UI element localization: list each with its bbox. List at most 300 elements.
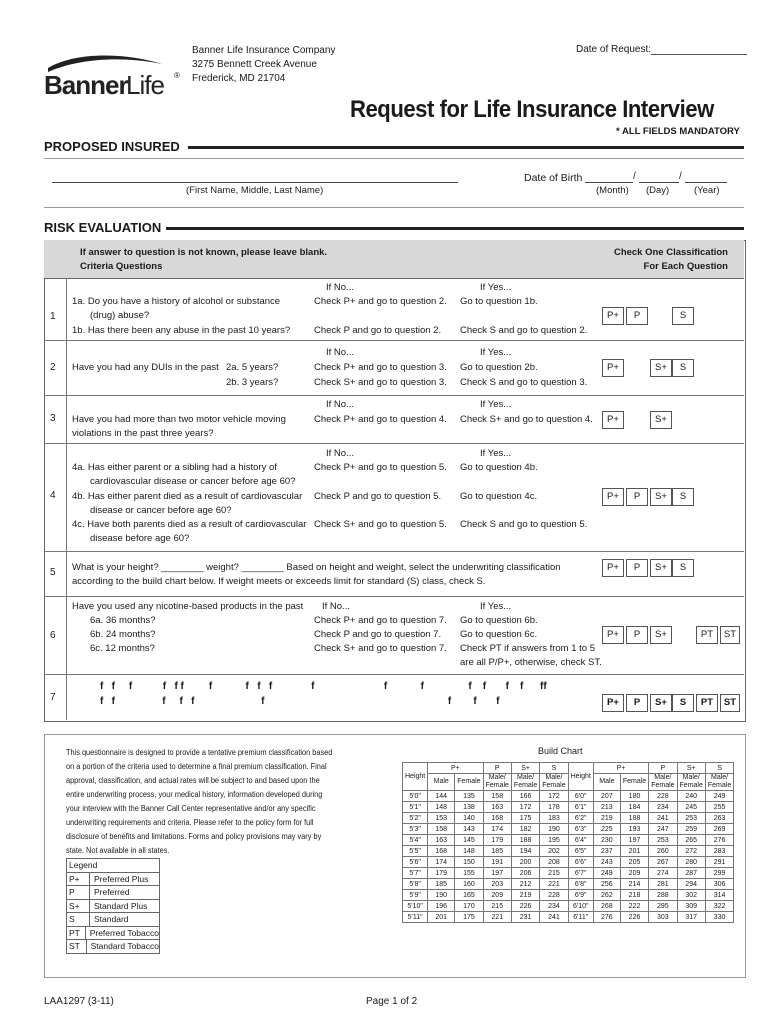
build-chart-row: [403, 912, 734, 923]
build-chart-cell: 200: [511, 857, 539, 868]
q4a-text-2: cardiovascular disease or cancer before age 60?: [90, 476, 296, 487]
build-chart-title: Build Chart: [538, 746, 583, 756]
build-chart-cell: 193: [620, 824, 648, 835]
build-chart-cell: 243: [593, 857, 620, 868]
build-chart-cell: 175: [511, 813, 539, 824]
section-rule: [166, 227, 744, 230]
q4b-no: Check P and go to question 5.: [314, 491, 442, 502]
q6b-text: 6b. 24 months?: [90, 629, 156, 640]
build-chart-cell: 194: [511, 846, 539, 857]
q5-checkbox-p-plus[interactable]: P+: [602, 559, 624, 577]
build-chart-cell: 180: [620, 791, 648, 802]
q3-checkbox-p-plus[interactable]: P+: [602, 411, 624, 429]
build-chart-cell: 256: [593, 879, 620, 890]
build-chart-cell: 231: [511, 912, 539, 923]
build-chart-cell: 262: [593, 890, 620, 901]
q7-checkbox-p-plus[interactable]: P+: [602, 694, 624, 712]
date-of-request-field[interactable]: [651, 44, 747, 55]
build-chart-cell: 221: [483, 912, 511, 923]
q7-checkbox-pt[interactable]: PT: [696, 694, 718, 712]
question-number-3: 3: [50, 413, 56, 424]
legend-row: [67, 885, 159, 899]
if-no-label: If No...: [326, 399, 354, 410]
build-chart-cell: 287: [677, 868, 705, 879]
company-city: Frederick, MD 21704: [192, 73, 286, 84]
q1-checkbox-s[interactable]: S: [672, 307, 694, 325]
q1a-text-2: (drug) abuse?: [90, 310, 150, 321]
legend-row: [67, 899, 159, 913]
if-yes-label: If Yes...: [480, 601, 512, 612]
q4-checkbox-s[interactable]: S: [672, 488, 694, 506]
build-chart-cell: 302: [677, 890, 705, 901]
build-chart-row: [403, 890, 734, 901]
build-subheader-cell: Male/ Female: [677, 774, 705, 791]
q4b-yes: Go to question 4c.: [460, 491, 538, 502]
build-subheader-cell: Female: [455, 774, 483, 791]
build-chart-cell: 144: [428, 791, 455, 802]
question-number-2: 2: [50, 362, 56, 373]
dob-sep-1: /: [633, 171, 636, 182]
build-chart-cell: 255: [705, 802, 733, 813]
q6-checkbox-st[interactable]: ST: [720, 626, 740, 644]
dob-label: Date of Birth: [524, 172, 583, 184]
build-chart-cell: 208: [540, 857, 568, 868]
build-subheader-cell: Male: [428, 774, 455, 791]
q4c-no: Check S+ and go to question 5.: [314, 519, 447, 530]
row-divider: [44, 395, 744, 396]
q5-text: What is your height? ________ weight? ________ Based on height and weight, select the underwriting classification: [72, 562, 561, 573]
build-chart-cell: 135: [455, 791, 483, 802]
build-chart-cell: 5'7": [403, 868, 428, 879]
q6a-text: 6a. 36 months?: [90, 615, 156, 626]
build-chart-cell: 197: [483, 868, 511, 879]
company-street: 3275 Bennett Creek Avenue: [192, 59, 317, 70]
q1b-text: 1b. Has there been any abuse in the past 10 years?: [72, 325, 291, 336]
proposed-insured-heading: PROPOSED INSURED: [44, 139, 180, 154]
legend-value: Standard Plus: [94, 900, 148, 911]
build-chart-cell: 260: [649, 846, 677, 857]
dob-month-field[interactable]: [585, 182, 633, 183]
build-header-cell: S: [705, 763, 733, 774]
q2b-no: Check S+ and go to question 3.: [314, 377, 447, 388]
build-chart-cell: 188: [511, 835, 539, 846]
build-chart-row: [403, 857, 734, 868]
build-chart-cell: 6'5": [568, 846, 593, 857]
build-chart-cell: 179: [428, 868, 455, 879]
build-subheader-cell: Male/ Female: [540, 774, 568, 791]
build-chart-cell: 213: [593, 802, 620, 813]
build-chart-cell: 6'9": [568, 890, 593, 901]
build-chart-cell: 5'5": [403, 846, 428, 857]
build-chart-cell: 314: [705, 890, 733, 901]
dob-day-field[interactable]: [639, 182, 679, 183]
q4b-text-2: disease or cancer before age 60?: [90, 505, 232, 516]
build-chart-cell: 6'6": [568, 857, 593, 868]
q1-checkbox-p-plus[interactable]: P+: [602, 307, 624, 325]
legend-value: Preferred: [94, 887, 130, 897]
legend-title: Legend: [69, 860, 98, 870]
build-chart-cell: 205: [620, 857, 648, 868]
legend-key: S: [67, 913, 90, 926]
q6c-no: Check S+ and go to question 7.: [314, 643, 447, 654]
q7-checkbox-s[interactable]: S: [672, 694, 694, 712]
build-chart-cell: 226: [620, 912, 648, 923]
build-chart-cell: 280: [677, 857, 705, 868]
q4c-yes: Check S and go to question 5.: [460, 519, 588, 530]
build-chart-cell: 6'1": [568, 802, 593, 813]
build-chart-cell: 5'9": [403, 890, 428, 901]
build-chart-cell: 158: [428, 824, 455, 835]
if-no-label: If No...: [326, 282, 354, 293]
q6-checkbox-p[interactable]: P: [626, 626, 648, 644]
build-chart-cell: 182: [511, 824, 539, 835]
section-rule: [188, 146, 744, 149]
build-chart-cell: 265: [677, 835, 705, 846]
q7-text-2: f f f f f f f f f: [100, 696, 500, 707]
if-yes-label: If Yes...: [480, 448, 512, 459]
build-chart-cell: 240: [677, 791, 705, 802]
build-chart-row: [403, 802, 734, 813]
build-chart-cell: 158: [483, 791, 511, 802]
build-chart-cell: 226: [511, 901, 539, 912]
build-chart-cell: 184: [620, 802, 648, 813]
build-chart-cell: 209: [620, 868, 648, 879]
q6c-yes-2: are all P/P+, otherwise, check ST.: [460, 657, 602, 668]
build-chart-cell: 174: [483, 824, 511, 835]
build-chart-row: [403, 846, 734, 857]
build-chart-cell: 5'6": [403, 857, 428, 868]
q1a-text: 1a. Do you have a history of alcohol or substance: [72, 296, 281, 307]
build-chart-cell: 253: [649, 835, 677, 846]
company-address: [192, 44, 335, 86]
build-chart-cell: 207: [593, 791, 620, 802]
q2-checkbox-s-plus[interactable]: S+: [650, 359, 672, 377]
build-chart-cell: 283: [705, 846, 733, 857]
build-chart-cell: 253: [677, 813, 705, 824]
disclaimer-text: This questionnaire is designed to provide a tentative premium classification based on a portion of the criteria used to determine a final premium classification. Final approval, classification, and actual rates will be subject to and based upon the entire underwriting process, your medical history, information developed during your interview with the Banner Call Center representative and/or any specific underwriting requirements and criteria. Please refer to the policy form for full disclosure of benefits and limitations. Forms and policy provisions may vary by state. Not available in all states.: [66, 748, 333, 855]
build-chart-cell: 247: [649, 824, 677, 835]
q5-text-2: according to the build chart below. If weight meets or exceeds limit for standard (S) class, check S.: [72, 576, 486, 587]
banner-life-logo: [44, 50, 184, 100]
build-chart-table: [402, 762, 734, 923]
build-chart-cell: 6'2": [568, 813, 593, 824]
build-chart-cell: 6'10": [568, 901, 593, 912]
page-number: Page 1 of 2: [366, 996, 418, 1007]
build-chart-cell: 175: [455, 912, 483, 923]
if-no-label: If No...: [326, 347, 354, 358]
legend-row: [67, 939, 159, 953]
build-chart-cell: 191: [483, 857, 511, 868]
build-chart-cell: 172: [540, 791, 568, 802]
build-header-cell: Height: [568, 763, 593, 791]
q4a-yes: Go to question 4b.: [460, 462, 538, 473]
q6-checkbox-s-plus[interactable]: S+: [650, 626, 672, 644]
build-header-cell: P: [483, 763, 511, 774]
q1-checkbox-p[interactable]: P: [626, 307, 648, 325]
q5-checkbox-s[interactable]: S: [672, 559, 694, 577]
q3-no: Check P+ and go to question 4.: [314, 414, 447, 425]
build-chart-cell: 249: [593, 868, 620, 879]
risk-table-header: [44, 240, 744, 279]
build-chart-cell: 215: [540, 868, 568, 879]
build-header-row: [403, 763, 734, 774]
q6a-no: Check P+ and go to question 7.: [314, 615, 447, 626]
build-chart-cell: 219: [511, 890, 539, 901]
build-chart-cell: 219: [593, 813, 620, 824]
logo-registered-mark: ®: [174, 71, 180, 80]
legend-key: ST: [67, 940, 87, 953]
dob-month-caption: (Month): [596, 185, 629, 196]
build-chart-cell: 201: [620, 846, 648, 857]
q4-checkbox-p-plus[interactable]: P+: [602, 488, 624, 506]
if-no-label: If No...: [322, 601, 350, 612]
build-chart-cell: 195: [540, 835, 568, 846]
mandatory-note: * ALL FIELDS MANDATORY: [616, 126, 740, 137]
build-chart-cell: 143: [455, 824, 483, 835]
build-chart-cell: 215: [483, 901, 511, 912]
row-divider: [44, 443, 744, 444]
build-chart-cell: 272: [677, 846, 705, 857]
q7-checkbox-p[interactable]: P: [626, 694, 648, 712]
build-chart-cell: 309: [677, 901, 705, 912]
legend: [66, 858, 160, 954]
build-chart-cell: 263: [705, 813, 733, 824]
build-chart-cell: 5'8": [403, 879, 428, 890]
build-chart-cell: 166: [511, 791, 539, 802]
row-divider: [44, 340, 744, 341]
build-chart-cell: 183: [540, 813, 568, 824]
build-chart-cell: 306: [705, 879, 733, 890]
build-chart-cell: 221: [540, 879, 568, 890]
logo-text-life: Life: [126, 70, 164, 100]
build-chart-row: [403, 868, 734, 879]
build-chart-cell: 303: [649, 912, 677, 923]
build-chart-row: [403, 901, 734, 912]
q2-checkbox-p-plus[interactable]: P+: [602, 359, 624, 377]
dob-year-field[interactable]: [685, 182, 727, 183]
build-chart-cell: 185: [483, 846, 511, 857]
build-chart-cell: 202: [540, 846, 568, 857]
build-chart-cell: 259: [677, 824, 705, 835]
build-chart-cell: 170: [455, 901, 483, 912]
build-chart-cell: 5'4": [403, 835, 428, 846]
q6-checkbox-pt[interactable]: PT: [696, 626, 718, 644]
build-chart-cell: 214: [620, 879, 648, 890]
build-chart-cell: 148: [428, 802, 455, 813]
build-chart-cell: 276: [705, 835, 733, 846]
build-chart-cell: 241: [540, 912, 568, 923]
build-chart-cell: 160: [455, 879, 483, 890]
build-header-cell: P+: [428, 763, 483, 774]
q1a-yes: Go to question 1b.: [460, 296, 538, 307]
build-subheader-cell: Male/ Female: [511, 774, 539, 791]
legend-row: [67, 872, 159, 886]
legend-row: [67, 926, 159, 940]
build-chart-cell: 6'3": [568, 824, 593, 835]
build-subheader-cell: Male: [593, 774, 620, 791]
if-no-label: If No...: [326, 448, 354, 459]
build-header-cell: P+: [593, 763, 648, 774]
legend-row: [67, 912, 159, 926]
question-number-1: 1: [50, 311, 56, 322]
dob-day-caption: (Day): [646, 185, 670, 196]
q6-text: Have you used any nicotine-based products in the past: [72, 601, 304, 612]
build-chart-cell: 322: [705, 901, 733, 912]
build-chart-cell: 5'1": [403, 802, 428, 813]
build-chart-cell: 155: [455, 868, 483, 879]
build-chart-cell: 188: [620, 813, 648, 824]
build-chart-cell: 172: [511, 802, 539, 813]
question-number-7: 7: [50, 692, 56, 703]
dob-sep-2: /: [679, 171, 682, 182]
company-name: Banner Life Insurance Company: [192, 45, 336, 56]
header-check-one: Check One Classification: [613, 247, 728, 258]
q4-checkbox-s-plus[interactable]: S+: [650, 488, 672, 506]
build-chart-cell: 201: [428, 912, 455, 923]
build-chart-cell: 5'2": [403, 813, 428, 824]
build-chart-cell: 5'3": [403, 824, 428, 835]
build-chart-cell: 178: [540, 802, 568, 813]
q2a-yes: Go to question 2b.: [460, 362, 538, 373]
q6a-yes: Go to question 6b.: [460, 615, 538, 626]
build-chart-cell: 206: [511, 868, 539, 879]
build-chart-cell: 209: [483, 890, 511, 901]
q2-text: Have you had any DUIs in the past: [72, 362, 219, 373]
build-chart-cell: 163: [483, 802, 511, 813]
q1a-no: Check P+ and go to question 2.: [314, 296, 447, 307]
row-divider: [44, 551, 744, 552]
build-chart-cell: 140: [455, 813, 483, 824]
build-chart-cell: 197: [620, 835, 648, 846]
q6c-text: 6c. 12 months?: [90, 643, 155, 654]
header-instruction: If answer to question is not known, please leave blank.: [80, 247, 328, 258]
build-chart-cell: 190: [428, 890, 455, 901]
build-subheader-cell: Male/ Female: [705, 774, 733, 791]
q6-checkbox-p-plus[interactable]: P+: [602, 626, 624, 644]
build-header-cell: P: [649, 763, 677, 774]
build-chart-row: [403, 835, 734, 846]
build-chart-cell: 6'7": [568, 868, 593, 879]
build-chart-cell: 249: [705, 791, 733, 802]
q6b-no: Check P and go to question 7.: [314, 629, 442, 640]
build-chart-row: [403, 791, 734, 802]
build-chart-cell: 165: [455, 890, 483, 901]
q2-checkbox-s[interactable]: S: [672, 359, 694, 377]
build-chart-cell: 276: [593, 912, 620, 923]
date-of-request: [576, 44, 747, 55]
legend-key: P+: [67, 873, 90, 886]
build-chart-cell: 241: [649, 813, 677, 824]
build-chart-row: [403, 824, 734, 835]
row-divider: [44, 596, 744, 597]
q4a-text: 4a. Has either parent or a sibling had a history of: [72, 462, 277, 473]
legend-key: S+: [67, 900, 90, 913]
legend-value: Preferred Tobacco: [89, 927, 159, 938]
build-chart-cell: 267: [649, 857, 677, 868]
q7-checkbox-st[interactable]: ST: [720, 694, 740, 712]
name-field[interactable]: [52, 182, 458, 183]
q7-text: f f f f f f f f f f f f f f f f f ff: [100, 681, 547, 692]
build-chart-cell: 228: [649, 791, 677, 802]
q2b-text: 2b. 3 years?: [226, 377, 279, 388]
q6b-yes: Go to question 6c.: [460, 629, 538, 640]
q3-checkbox-s-plus[interactable]: S+: [650, 411, 672, 429]
q4a-no: Check P+ and go to question 5.: [314, 462, 447, 473]
q4b-text: 4b. Has either parent died as a result of cardiovascular: [72, 491, 303, 502]
build-chart-cell: 299: [705, 868, 733, 879]
build-subheader-cell: Male/ Female: [483, 774, 511, 791]
build-header-cell: Height: [403, 763, 428, 791]
build-chart-cell: 230: [593, 835, 620, 846]
q2a-text: 2a. 5 years?: [226, 362, 279, 373]
q1b-no: Check P and go to question 2.: [314, 325, 442, 336]
build-chart-cell: 153: [428, 813, 455, 824]
build-chart-cell: 196: [428, 901, 455, 912]
build-chart-cell: 6'4": [568, 835, 593, 846]
build-chart-cell: 291: [705, 857, 733, 868]
build-chart-cell: 288: [649, 890, 677, 901]
build-chart-cell: 5'11": [403, 912, 428, 923]
dob-year-caption: (Year): [694, 185, 720, 196]
build-chart-row: [403, 879, 734, 890]
header-for-each: For Each Question: [643, 261, 728, 272]
build-subheader-cell: Male/ Female: [649, 774, 677, 791]
q3-yes: Check S+ and go to question 4.: [460, 414, 593, 425]
build-chart-cell: 274: [649, 868, 677, 879]
logo-text-banner: Banner: [44, 70, 128, 100]
build-chart-cell: 212: [511, 879, 539, 890]
q4c-text: 4c. Have both parents died as a result of cardiovascular: [72, 519, 307, 530]
build-chart-cell: 5'10": [403, 901, 428, 912]
build-chart-cell: 145: [455, 835, 483, 846]
build-chart-cell: 168: [483, 813, 511, 824]
q2a-no: Check P+ and go to question 3.: [314, 362, 447, 373]
build-chart-cell: 203: [483, 879, 511, 890]
build-chart-cell: 168: [428, 846, 455, 857]
build-chart-cell: 148: [455, 846, 483, 857]
page-title: Request for Life Insurance Interview: [350, 96, 714, 123]
build-chart-cell: 295: [649, 901, 677, 912]
if-yes-label: If Yes...: [480, 399, 512, 410]
build-chart-row: [403, 813, 734, 824]
build-chart-cell: 281: [649, 879, 677, 890]
q4-checkbox-p[interactable]: P: [626, 488, 648, 506]
legend-value: Standard Tobacco: [90, 941, 159, 951]
build-chart-cell: 185: [428, 879, 455, 890]
build-chart-cell: 237: [593, 846, 620, 857]
q3-text-2: violations in the past three years?: [72, 428, 214, 439]
build-chart-cell: 225: [593, 824, 620, 835]
q1b-yes: Check S and go to question 2.: [460, 325, 588, 336]
build-chart-cell: 330: [705, 912, 733, 923]
q5-checkbox-p[interactable]: P: [626, 559, 648, 577]
question-number-4: 4: [50, 490, 56, 501]
build-chart-cell: 174: [428, 857, 455, 868]
header-criteria: Criteria Questions: [80, 261, 163, 272]
legend-key: P: [67, 886, 90, 899]
proposed-insured-box: [44, 158, 744, 208]
build-header-cell: S+: [677, 763, 705, 774]
q6c-yes: Check PT if answers from 1 to 5: [460, 643, 595, 654]
q2b-yes: Check S and go to question 3.: [460, 377, 588, 388]
build-chart-cell: 294: [677, 879, 705, 890]
q7-checkbox-s-plus[interactable]: S+: [650, 694, 672, 712]
q5-checkbox-s-plus[interactable]: S+: [650, 559, 672, 577]
build-chart-cell: 234: [540, 901, 568, 912]
build-header-cell: S+: [511, 763, 539, 774]
build-chart-cell: 5'0": [403, 791, 428, 802]
build-chart-cell: 138: [455, 802, 483, 813]
